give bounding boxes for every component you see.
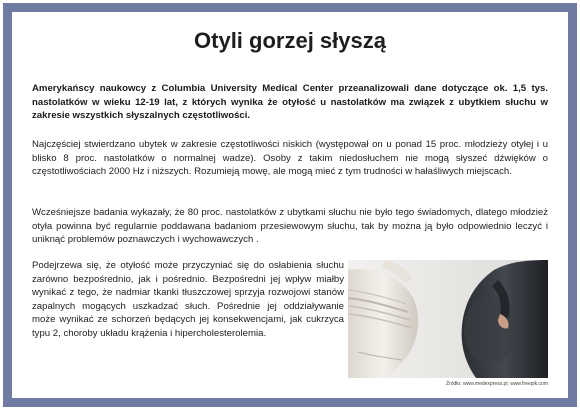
paragraph-2: Wcześniejsze badania wykazały, że 80 proc. nastolatków z ubytkami słuchu nie było tego świadomych, dlatego młodzież otyła powinna być regularnie poddawana badaniom przesiewowym słuchu, tak by można ją było odpowiednio leczyć i uniknąć problemów poznawczych i wychowawczych .	[32, 207, 548, 245]
article-lead: Amerykańscy naukowcy z Columbia University Medical Center przeanalizowali dane dotyczące ok. 1,5 tys. nastolatków w wieku 12-19 lat, z których wynika że otyłość u nastolatków ma związek z ubytkiem słuchu w zakresie wszystkich słyszalnych częstotliwości.	[32, 83, 548, 121]
article-photo	[348, 260, 548, 378]
paragraph-3: Podejrzewa się, że otyłość może przyczyniać się do osłabienia słuchu zarówno bezpośrednio, jak i pośrednio. Bezpośredni jej wpływ miałby wynikać z tego, że nadmiar tkanki tłuszczowej sprzyja rozwojowi stanów zapalnych mogących uszkadzać słuch. Pośrednie jej oddziaływanie może wynikać ze schorzeń będących jej konsekwencjami, jak cukrzyca typu 2, choroby układu krążenia i hipercholesterolemia.	[32, 260, 344, 339]
paragraph-1: Najczęściej stwierdzano ubytek w zakresie częstotliwości niskich (występował on u ponad 15 proc. młodzieży otyłej i u blisko 8 proc. nastolatków o normalnej wadze). Osoby z takim niedosłuchem nie mogą słyszeć dźwięków o częstotliwościach 2000 Hz i niższych. Rozumieją mowę, ale mogą mieć z tym trudności w hałaśliwych miejscach.	[32, 139, 548, 177]
article-title: Otyli gorzej słyszą	[194, 28, 386, 53]
obesity-photo-illustration	[348, 260, 548, 378]
article-frame	[3, 3, 577, 407]
image-credit: Źródło: www.medexpress.pl; www.freepik.com	[446, 381, 548, 387]
article-body	[24, 12, 556, 398]
